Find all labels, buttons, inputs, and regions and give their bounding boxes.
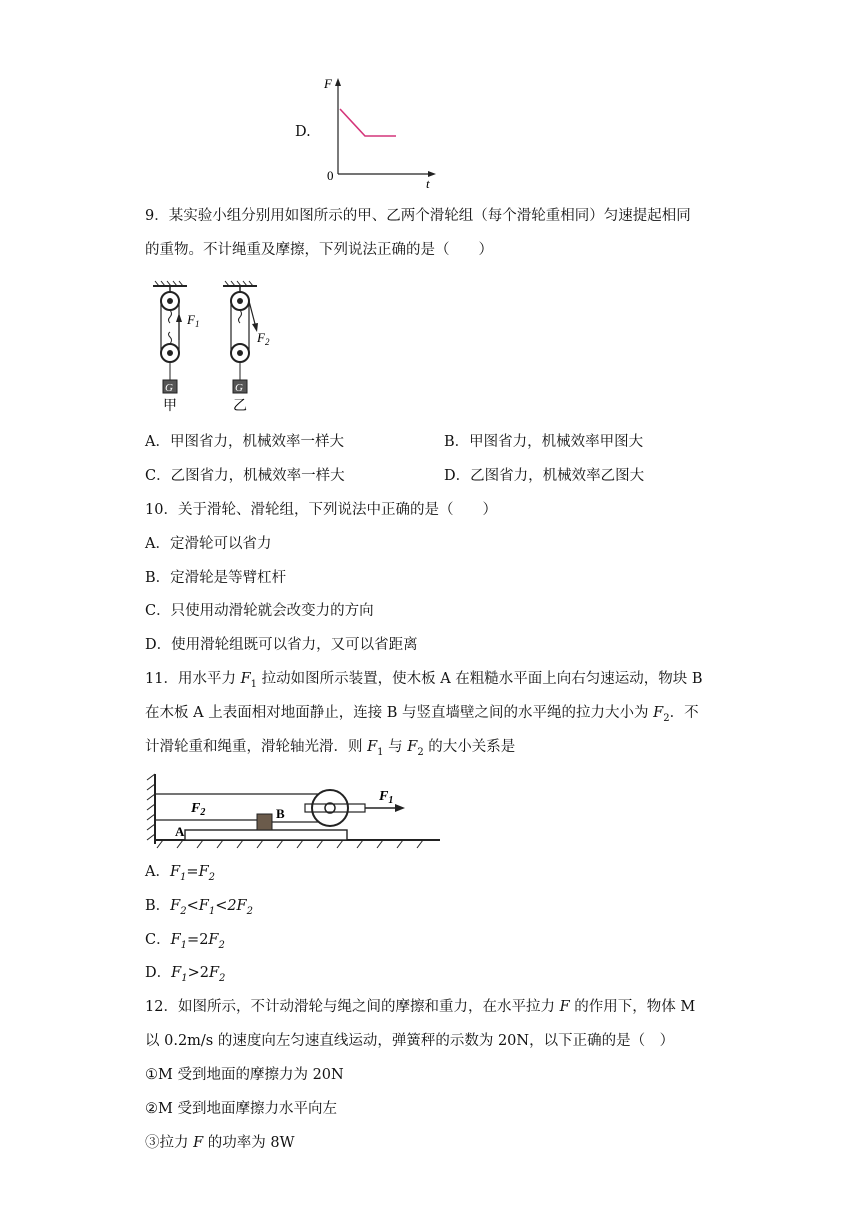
q12-item-1: ①M 受到地面的摩擦力为 20N — [145, 1067, 344, 1083]
q11-board-pulley-figure — [145, 772, 445, 850]
q12-item-3: ③拉力 F 的功率为 8W — [145, 1135, 295, 1151]
q11-stem-line2: 在木板 A 上表面相对地面静止，连接 B 与竖直墙壁之间的水平绳的拉力大小为 $F_2$．不 — [145, 705, 699, 724]
q12-stem-line2: 以 0.2m/s 的速度向左匀速直线运动，弹簧秤的示数为 20N，以下正确的是（ ） — [145, 1033, 675, 1049]
q9-option-a[interactable]: A．甲图省力，机械效率一样大 — [145, 434, 344, 450]
q10-option-d[interactable]: D．使用滑轮组既可以省力，又可以省距离 — [145, 637, 418, 653]
q9-f1-label: $F_1$ — [187, 312, 200, 329]
q10-stem: 10．关于滑轮、滑轮组，下列说法中正确的是（ ） — [145, 502, 497, 518]
left-pulley-system — [161, 286, 182, 393]
q9-left-weight-label: G — [165, 382, 173, 394]
right-pulley-system — [231, 286, 258, 393]
q9-option-c[interactable]: C．乙图省力，机械效率一样大 — [145, 468, 345, 484]
q8-option-d-label: D. — [295, 124, 311, 140]
x-axis-label: t — [426, 176, 430, 190]
q9-left-caption: 甲 — [163, 399, 177, 414]
ceiling-right — [223, 281, 257, 286]
q9-right-weight-label: G — [235, 382, 243, 394]
q11-option-c[interactable]: C．$F_1=2F_2$ — [145, 932, 225, 951]
q9-stem-line2: 的重物。不计绳重及摩擦，下列说法正确的是（ ） — [145, 242, 493, 258]
q8-force-time-graph — [318, 72, 443, 190]
q9-stem-line1: 9．某实验小组分别用如图所示的甲、乙两个滑轮组（每个滑轮重相同）匀速提起相同 — [145, 208, 691, 224]
y-axis-arrow — [335, 78, 341, 86]
q11-stem-line3: 计滑轮重和绳重，滑轮轴光滑．则 $F_1$ 与 $F_2$ 的大小关系是 — [145, 739, 516, 758]
q11-b-label: B — [276, 806, 285, 821]
origin-label: 0 — [327, 168, 334, 183]
q11-f1-label: $F_1$ — [379, 789, 394, 806]
ground — [155, 840, 440, 848]
block-b — [257, 814, 272, 830]
board-a — [185, 830, 347, 840]
q12-item-2: ②M 受到地面摩擦力水平向左 — [145, 1101, 337, 1117]
q9-option-b[interactable]: B．甲图省力，机械效率甲图大 — [444, 434, 644, 450]
q11-f2-label: $F_2$ — [191, 801, 206, 818]
q10-option-a[interactable]: A．定滑轮可以省力 — [145, 536, 272, 552]
q10-option-c[interactable]: C．只使用动滑轮就会改变力的方向 — [145, 603, 374, 619]
y-axis-label: F — [324, 76, 332, 91]
q9-pulley-figure — [145, 280, 295, 418]
q11-stem-line1: 11．用水平力 $F_1$ 拉动如图所示装置，使木板 A 在粗糙水平面上向右匀速运动，物块 B — [145, 671, 703, 690]
q9-right-caption: 乙 — [233, 399, 247, 414]
q11-option-a[interactable]: A．$F_1=F_2$ — [145, 864, 216, 883]
q10-option-b[interactable]: B．定滑轮是等臂杠杆 — [145, 570, 287, 586]
force-curve — [340, 109, 396, 136]
q12-stem-line1: 12．如图所示，不计动滑轮与绳之间的摩擦和重力，在水平拉力 F 的作用下，物体 M — [145, 999, 696, 1015]
q9-option-d[interactable]: D．乙图省力，机械效率乙图大 — [444, 468, 645, 484]
ceiling-left — [153, 281, 187, 286]
q11-a-label: A — [175, 824, 185, 839]
wall — [147, 774, 155, 844]
q9-f2-label: $F_2$ — [257, 330, 270, 347]
q11-option-b[interactable]: B．$F_2<F_1<2F_2$ — [145, 898, 253, 917]
q11-option-d[interactable]: D．$F_1>2F_2$ — [145, 965, 226, 984]
